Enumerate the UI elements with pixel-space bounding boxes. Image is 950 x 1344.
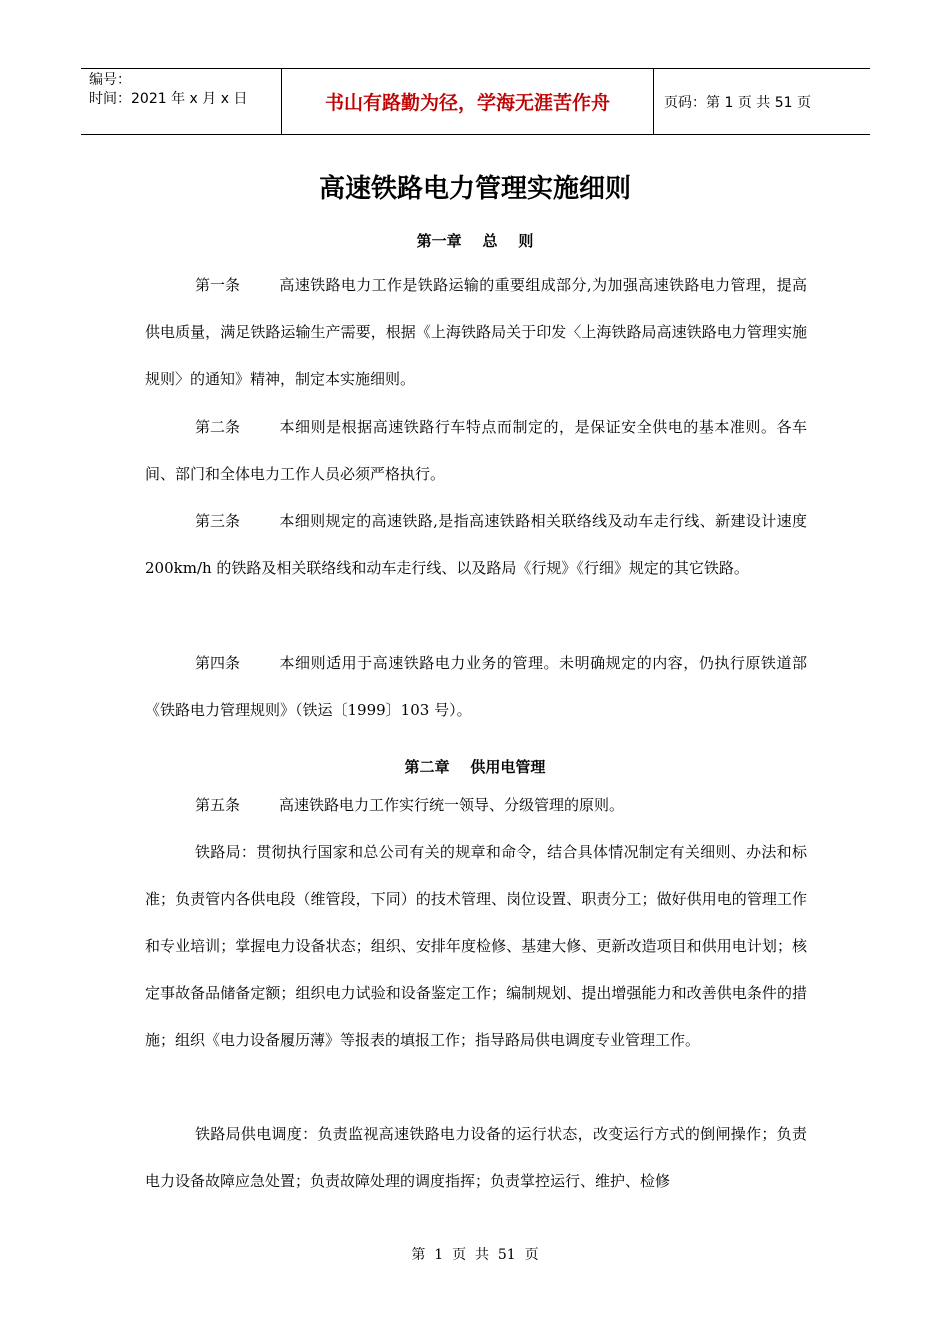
paragraph-text: 铁路局：贯彻执行国家和总公司有关的规章和命令，结合具体情况制定有关细则、办法和标准；负责管内各供电段（维管段，下同）的技术管理、岗位设置、职责分工；做好供用电的管理工作和专业培训；掌握电力设备状态；组织、安排年度检修、基建大修、更新改造项目和供用电计划；核定事故备品储备定额；组织电力试验和设备鉴定工作；编制规划、提出增强能力和改善供电条件的措施；组织《电力设备履历薄》等报表的填报工作；指导路局供电调度专业管理工作。 [145,843,807,1049]
body-paragraph [145,1111,807,1205]
body-paragraph [145,829,807,1064]
document-title: 高速铁路电力管理实施细则 [318,174,631,204]
page-footer: 第 1 页 共 51 页 [411,1247,539,1263]
article-paragraph [145,404,807,498]
article-text: 高速铁路电力工作是铁路运输的重要组成部分,为加强高速铁路电力管理，提高供电质量，满足铁路运输生产需要，根据《上海铁路局关于印发〈上海铁路局高速铁路电力管理实施规则〉的通知》精神，制定本实施细则。 [145,276,807,388]
header-page-info: 页码：第 1 页 共 51 页 [664,94,811,111]
article-number: 第五条 [195,796,241,814]
article-paragraph [145,782,807,829]
article-paragraph [145,640,807,734]
article-text: 本细则是根据高速铁路行车特点而制定的，是保证安全供电的基本准则。各车间、部门和全体电力工作人员必须严格执行。 [145,418,807,483]
chapter-heading-2: 第二章 供用电管理 [404,758,546,776]
article-text: 本细则适用于高速铁路电力业务的管理。未明确规定的内容，仍执行原铁道部《铁路电力管理规则》（铁运〔1999〕103 号）。 [145,654,807,719]
header-motto: 书山有路勤为径，学海无涯苦作舟 [281,69,654,134]
document-number-label: 编号： [89,72,131,88]
article-number: 第三条 [195,512,241,530]
document-header [81,68,870,135]
header-meta [81,69,281,134]
article-paragraph [145,262,807,403]
article-paragraph [145,498,807,592]
paragraph-text: 铁路局供电调度：负责监视高速铁路电力设备的运行状态，改变运行方式的倒闸操作；负责电力设备故障应急处置；负责故障处理的调度指挥；负责掌控运行、维护、检修 [145,1125,807,1190]
article-number: 第四条 [195,654,241,672]
article-number: 第一条 [195,276,241,294]
article-text: 高速铁路电力工作实行统一领导、分级管理的原则。 [279,796,625,814]
chapter-heading-1: 第一章 总 则 [416,232,534,250]
document-time-label: 时间：2021 年 x 月 x 日 [89,91,248,107]
article-number: 第二条 [195,418,241,436]
article-text: 本细则规定的高速铁路,是指高速铁路相关联络线及动车走行线、新建设计速度 200km/h 的铁路及相关联络线和动车走行线、以及路局《行规》《行细》规定的其它铁路。 [145,512,807,577]
